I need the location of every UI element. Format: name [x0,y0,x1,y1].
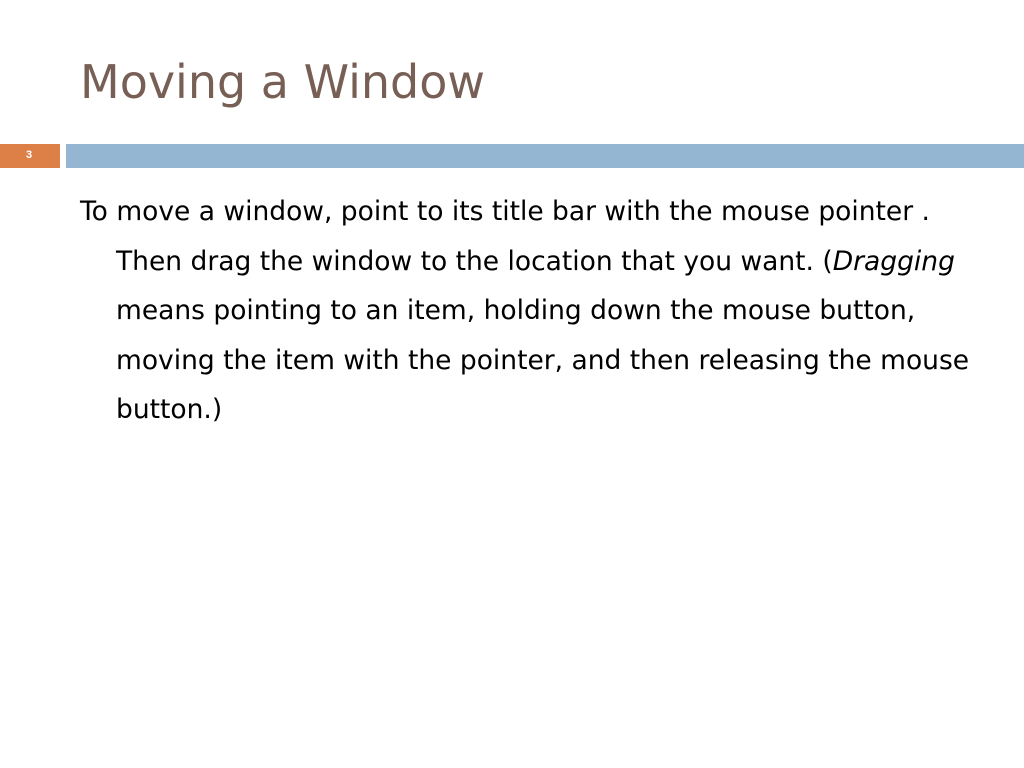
slide-number-badge: 3 [0,144,60,168]
slide-title: Moving a Window [80,55,485,109]
body-emphasis-term: Dragging [832,245,955,277]
body-paragraph [80,187,980,435]
body-text-part2: means pointing to an item, holding down the mouse button, moving the item with the pointer, and then releasing the mouse button.) [116,295,970,425]
body-text-part1: To move a window, point to its title bar with the mouse pointer . Then drag the window to the location that you want. ( [80,196,930,277]
accent-bar [66,144,1024,168]
